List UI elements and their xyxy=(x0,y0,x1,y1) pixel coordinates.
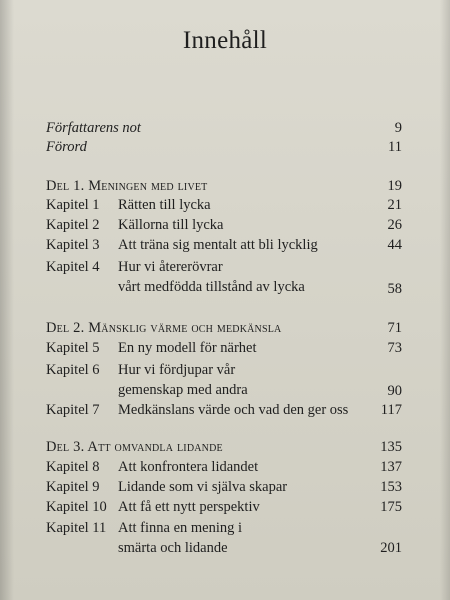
chapter-label: Kapitel 8 xyxy=(46,459,100,475)
chapter-title: Medkänslans värde och vad den ger oss xyxy=(118,402,349,418)
chapter-title: Att träna sig mentalt att bli lycklig xyxy=(118,237,318,253)
toc-page-number: 9 xyxy=(394,120,402,136)
toc-page-number: 90 xyxy=(387,383,402,399)
toc-entry-authors-note xyxy=(46,118,402,138)
chapter-title: Källorna till lycka xyxy=(118,217,224,233)
chapter-label: Kapitel 10 xyxy=(46,499,107,515)
chapter-title: Lidande som vi själva skapar xyxy=(118,479,288,495)
toc-page-number: 11 xyxy=(388,139,402,155)
toc-chapter-1 xyxy=(46,195,402,215)
chapter-label: Kapitel 5 xyxy=(46,340,100,356)
chapter-title: Att få ett nytt perspektiv xyxy=(118,499,260,515)
toc-chapter-8 xyxy=(46,457,402,477)
chapter-label: Kapitel 9 xyxy=(46,479,100,495)
chapter-title-continued: smärta och lidande xyxy=(118,540,228,556)
toc-page-number: 175 xyxy=(380,499,402,515)
chapter-title: Att finna en mening i xyxy=(118,520,243,536)
toc-page-number: 58 xyxy=(387,281,402,297)
toc-page-number: 73 xyxy=(387,340,402,356)
toc-page-number: 19 xyxy=(387,178,402,194)
chapter-title: Rätten till lycka xyxy=(118,197,211,213)
toc-part-heading-1 xyxy=(46,176,402,196)
toc-part-heading-3 xyxy=(46,437,402,457)
chapter-label: Kapitel 1 xyxy=(46,197,100,213)
chapter-label: Kapitel 2 xyxy=(46,217,100,233)
page-edge-shadow xyxy=(440,0,450,600)
chapter-label: Kapitel 6 xyxy=(46,362,100,378)
toc-page-number: 71 xyxy=(387,320,402,336)
page-title: Innehåll xyxy=(182,27,268,54)
toc-part-heading-2 xyxy=(46,318,402,338)
part-heading-title: Del 2. Mänsklig värme och medkänsla xyxy=(46,320,282,336)
toc-page-number: 26 xyxy=(387,217,402,233)
toc-page-number: 201 xyxy=(380,540,402,556)
part-heading-title: Del 3. Att omvandla lidande xyxy=(46,439,223,455)
toc-chapter-9 xyxy=(46,477,402,497)
toc-page-number: 21 xyxy=(387,197,402,213)
toc-page-number: 44 xyxy=(387,237,402,253)
page-gutter-shadow xyxy=(0,0,14,600)
toc-page-number: 153 xyxy=(380,479,402,495)
toc-chapter-6 xyxy=(46,360,402,380)
chapter-label: Kapitel 4 xyxy=(46,259,100,275)
toc-page-number: 137 xyxy=(380,459,402,475)
toc-page-number: 135 xyxy=(380,439,402,455)
chapter-title: Hur vi fördjupar vår xyxy=(118,362,236,378)
chapter-title: Att konfrontera lidandet xyxy=(118,459,259,475)
toc-chapter-5 xyxy=(46,338,402,358)
chapter-title-continued: vårt medfödda tillstånd av lycka xyxy=(118,279,305,295)
chapter-title: Hur vi återerövrar xyxy=(118,259,223,275)
toc-chapter-4 xyxy=(46,257,402,277)
chapter-title: En ny modell för närhet xyxy=(118,340,257,356)
toc-chapter-2 xyxy=(46,215,402,235)
chapter-label: Kapitel 11 xyxy=(46,520,107,536)
chapter-label: Kapitel 3 xyxy=(46,237,100,253)
toc-chapter-11 xyxy=(46,518,402,538)
toc-entry-foreword xyxy=(46,137,402,157)
toc-entry-title: Förord xyxy=(46,139,87,155)
chapter-label: Kapitel 7 xyxy=(46,402,100,418)
toc-entry-title: Författarens not xyxy=(46,120,141,136)
toc-chapter-3 xyxy=(46,235,402,255)
part-heading-title: Del 1. Meningen med livet xyxy=(46,178,208,194)
toc-chapter-10 xyxy=(46,497,402,517)
toc-page-number: 117 xyxy=(380,402,402,418)
toc-chapter-7 xyxy=(46,400,402,420)
chapter-title-continued: gemenskap med andra xyxy=(118,382,248,398)
